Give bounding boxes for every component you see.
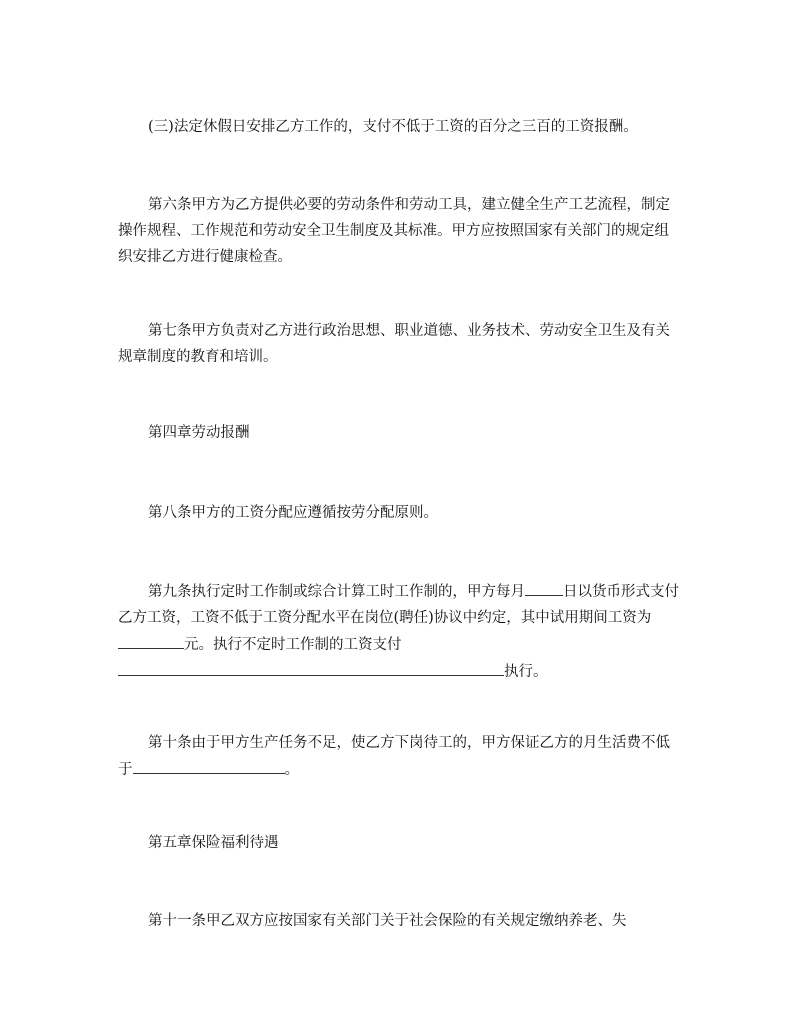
article-9-text-3: 元。执行不定时工作制的工资支付 (184, 637, 402, 653)
article-9-paragraph (118, 578, 680, 685)
chapter-5-heading: 第五章保险福利待遇 (148, 835, 279, 851)
article-11-paragraph: 第十一条甲乙双方应按国家有关部门关于社会保险的有关规定缴纳养老、失 (148, 913, 627, 929)
article-10-text-2: 。 (284, 762, 299, 778)
paragraph-holiday-pay: (三)法定休假日安排乙方工作的，支付不低于工资的百分之三百的工资报酬。 (148, 119, 638, 135)
article-9-text-2: 日以货币形式支付乙方工资，工资不低于工资分配水平在岗位(聘任)协议中约定，其中试用期间工资为 (118, 584, 679, 626)
trial-wage-blank (118, 631, 184, 649)
article-8-paragraph: 第八条甲方的工资分配应遵循按劳分配原则。 (148, 505, 438, 521)
chapter-4-heading: 第四章劳动报酬 (148, 425, 250, 441)
irregular-pay-blank (118, 658, 504, 676)
article-6-paragraph: 第六条甲方为乙方提供必要的劳动条件和劳动工具，建立健全生产工艺流程，制定操作规程、工作规范和劳动安全卫生制度及其标准。甲方应按照国家有关部门的规定组织安排乙方进行健康检查。 (118, 197, 670, 265)
article-10-text-1: 第十条由于甲方生产任务不足，使乙方下岗待工的，甲方保证乙方的月生活费不低于 (118, 735, 670, 778)
article-10-paragraph (118, 730, 680, 783)
pay-day-blank (525, 578, 563, 596)
living-allowance-blank (133, 756, 285, 774)
article-9-text-1: 第九条执行定时工作制或综合计算工时工作制的，甲方每月 (148, 584, 525, 600)
article-9-text-4: 执行。 (504, 664, 548, 680)
article-7-paragraph: 第七条甲方负责对乙方进行政治思想、职业道德、业务技术、劳动安全卫生及有关规章制度的教育和培训。 (118, 323, 670, 365)
